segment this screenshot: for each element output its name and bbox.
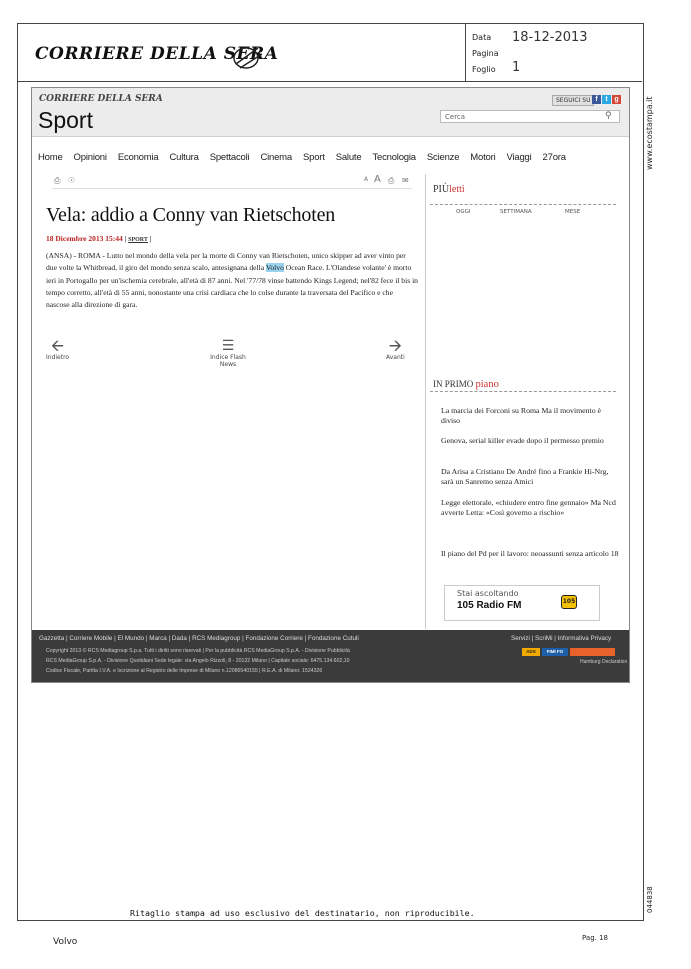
foglio-label: Foglio (472, 65, 496, 74)
nav-27ora[interactable]: 27ora (542, 152, 566, 163)
facebook-icon[interactable]: f (592, 95, 601, 104)
article-headline: Vela: addio a Conny van Rietschoten (46, 204, 336, 226)
in-primo-piano-title (433, 379, 499, 390)
piano-text: piano (475, 379, 499, 390)
nav-economia[interactable]: Economia (117, 152, 159, 163)
body-text-end: Ocean Race. L'Olandese volante' è morto ieri in Portogallo per un'ischemia cerebrale, all'età di 87 anni. Nel '77/78 vinse battendo Kings Legend; nel'82 fece il bis in tempo corretto, all'età di 55 anni, nonostante una crisi cardiaca che lo colse durante la traversata del Pacifico e che nascose alla direzione di gara. (46, 263, 418, 310)
news-item[interactable]: Il piano del Pd per il lavoro: neoassunti senza articolo 18 (441, 549, 619, 558)
nav-cultura[interactable]: Cultura (169, 152, 199, 163)
tab-oggi[interactable]: OGGI (456, 209, 471, 215)
footer-fiscal: Codice Fiscale, Partita I.V.A. e Iscrizione al Registro delle Imprese di Milano n.12086540155 | R.E.A. di Milano: 1524326 (46, 668, 323, 674)
side-code: 044838 (646, 886, 654, 913)
tab-settimana[interactable]: SETTIMANA (500, 209, 532, 215)
side-url: www.ecostampa.it (645, 96, 654, 170)
data-value: 18-12-2013 (512, 30, 588, 45)
twitter-icon[interactable]: t (602, 95, 611, 104)
nav-spettacoli[interactable]: Spettacoli (209, 152, 250, 163)
share-icon[interactable]: ☉ (68, 176, 76, 185)
nav-opinioni[interactable]: Opinioni (73, 152, 107, 163)
period-tabs (430, 204, 616, 215)
next-label: Avanti (386, 354, 405, 361)
search-icon[interactable]: ⚲ (605, 111, 612, 121)
next-arrow-icon: 🡪 (388, 336, 402, 355)
masthead-emblem-icon (228, 40, 268, 72)
news-item[interactable]: Legge elettorale, «chiudere entro fine gennaio» Ma Ncd avverte Letta: «Così governo a rischio» (441, 498, 616, 517)
index-icon: ☰ (221, 338, 235, 354)
ads-badge: ADS (522, 648, 540, 656)
nav-viaggi[interactable]: Viaggi (506, 152, 532, 163)
print-page-icon[interactable]: ⎙ (388, 176, 395, 185)
page-number: Pag. 18 (582, 934, 608, 942)
nav-tecnologia[interactable]: Tecnologia (372, 152, 416, 163)
font-larger-icon[interactable]: A (374, 174, 381, 185)
font-smaller-icon[interactable]: A (364, 176, 369, 183)
prev-link[interactable] (46, 338, 69, 361)
fimi-badge: FIMI FO (542, 648, 568, 656)
seguici-label: SEGUICI SU (552, 95, 594, 106)
data-label: Data (472, 33, 492, 42)
index-label: Indice Flash News (210, 354, 246, 368)
newspaper-masthead: CORRIERE DELLA SERA (35, 44, 279, 64)
radio-status: Stai ascoltando (457, 589, 519, 598)
search-input[interactable]: Cerca (440, 110, 620, 123)
foglio-value: 1 (512, 60, 521, 75)
prev-label: Indietro (46, 354, 70, 361)
footer-address: RCS MediaGroup S.p.A. - Divisione Quotidiani Sede legale: via Angelo Rizzoli, 8 - 20132 Milano | Capitale sociale: 6475.134.602,10 (46, 658, 350, 664)
nav-home[interactable]: Home (38, 152, 63, 163)
article-body (46, 250, 418, 311)
index-link[interactable] (208, 338, 248, 368)
footer-links[interactable]: Gazzetta | Corriere Mobile | El Mundo | Marca | Dada | RCS Mediagroup | Fondazione Corriere | Fondazione Cutuli (39, 635, 359, 642)
body-highlight: Volvo (265, 263, 284, 273)
body-text-start: (ANSA) - ROMA - Lutto nel mondo della vela per la morte di Conny van Rietschoten, unico skipper ad aver vinto per due volte la Whitbread, il giro del mondo senza scalo, antesignana della (46, 251, 406, 273)
footer-copyright: Copyright 2013 © RCS Mediagroup S.p.a. Tutti i diritti sono riservati | Per la pubblicità RCS MediaGroup S.p.A. - Divisione Pubblicità (46, 648, 350, 654)
radio-logo-icon: 105 (561, 595, 577, 609)
print-icon[interactable]: ⎙ (54, 176, 61, 185)
nav-motori[interactable]: Motori (470, 152, 496, 163)
tab-mese[interactable]: MESE (565, 209, 581, 215)
radio-widget[interactable] (444, 585, 600, 621)
client-name: Volvo (53, 937, 78, 947)
mail-icon[interactable]: ✉ (402, 176, 409, 185)
piu-letti-title (433, 184, 465, 195)
prev-arrow-icon: 🡨 (51, 336, 65, 355)
news-item[interactable]: Genova, serial killer evade dopo il permesso premio (441, 436, 604, 445)
hamburg-declaration[interactable]: Hamburg Declaration (580, 659, 628, 665)
article-toolbar (52, 176, 412, 189)
primo-divider (430, 391, 616, 392)
column-divider (425, 174, 426, 629)
disclaimer: Ritaglio stampa ad uso esclusivo del destinatario, non riproducibile. (130, 908, 475, 918)
site-logo[interactable]: CORRIERE DELLA SERA (39, 94, 163, 104)
nav-sport[interactable]: Sport (302, 152, 325, 163)
nav-cinema[interactable]: Cinema (260, 152, 292, 163)
in-primo-text: IN PRIMO (433, 379, 474, 389)
piu-text: PIÙ (433, 184, 450, 195)
web-clipping (31, 87, 630, 683)
news-item[interactable]: La marcia dei Forconi su Roma Ma il movimento è diviso (441, 406, 602, 425)
radio-station: 105 Radio FM (457, 600, 522, 611)
section-tag[interactable]: SPORT (128, 237, 148, 243)
googleplus-icon[interactable]: g (612, 95, 621, 104)
main-nav (38, 152, 577, 163)
site-footer (32, 630, 629, 682)
section-title: Sport (38, 107, 93, 133)
next-link[interactable] (386, 338, 405, 361)
article-date: 18 Dicembre 2013 15:44 (46, 234, 123, 243)
footer-links-right[interactable]: Servizi | ScriMi | Informativa Privacy (511, 635, 612, 642)
news-item[interactable]: Da Arisa a Cristiano De André fino a Frankie Hi-Nrg, sarà un Sanremo senza Amici (441, 467, 609, 486)
letti-text: letti (449, 184, 465, 195)
nav-salute[interactable]: Salute (335, 152, 362, 163)
pagina-label: Pagina (472, 49, 499, 58)
article-dateline: 18 Dicembre 2013 15:44 | SPORT | (46, 234, 152, 243)
nav-scienze[interactable]: Scienze (426, 152, 460, 163)
site-header (32, 88, 629, 137)
partner-badge (570, 648, 615, 656)
